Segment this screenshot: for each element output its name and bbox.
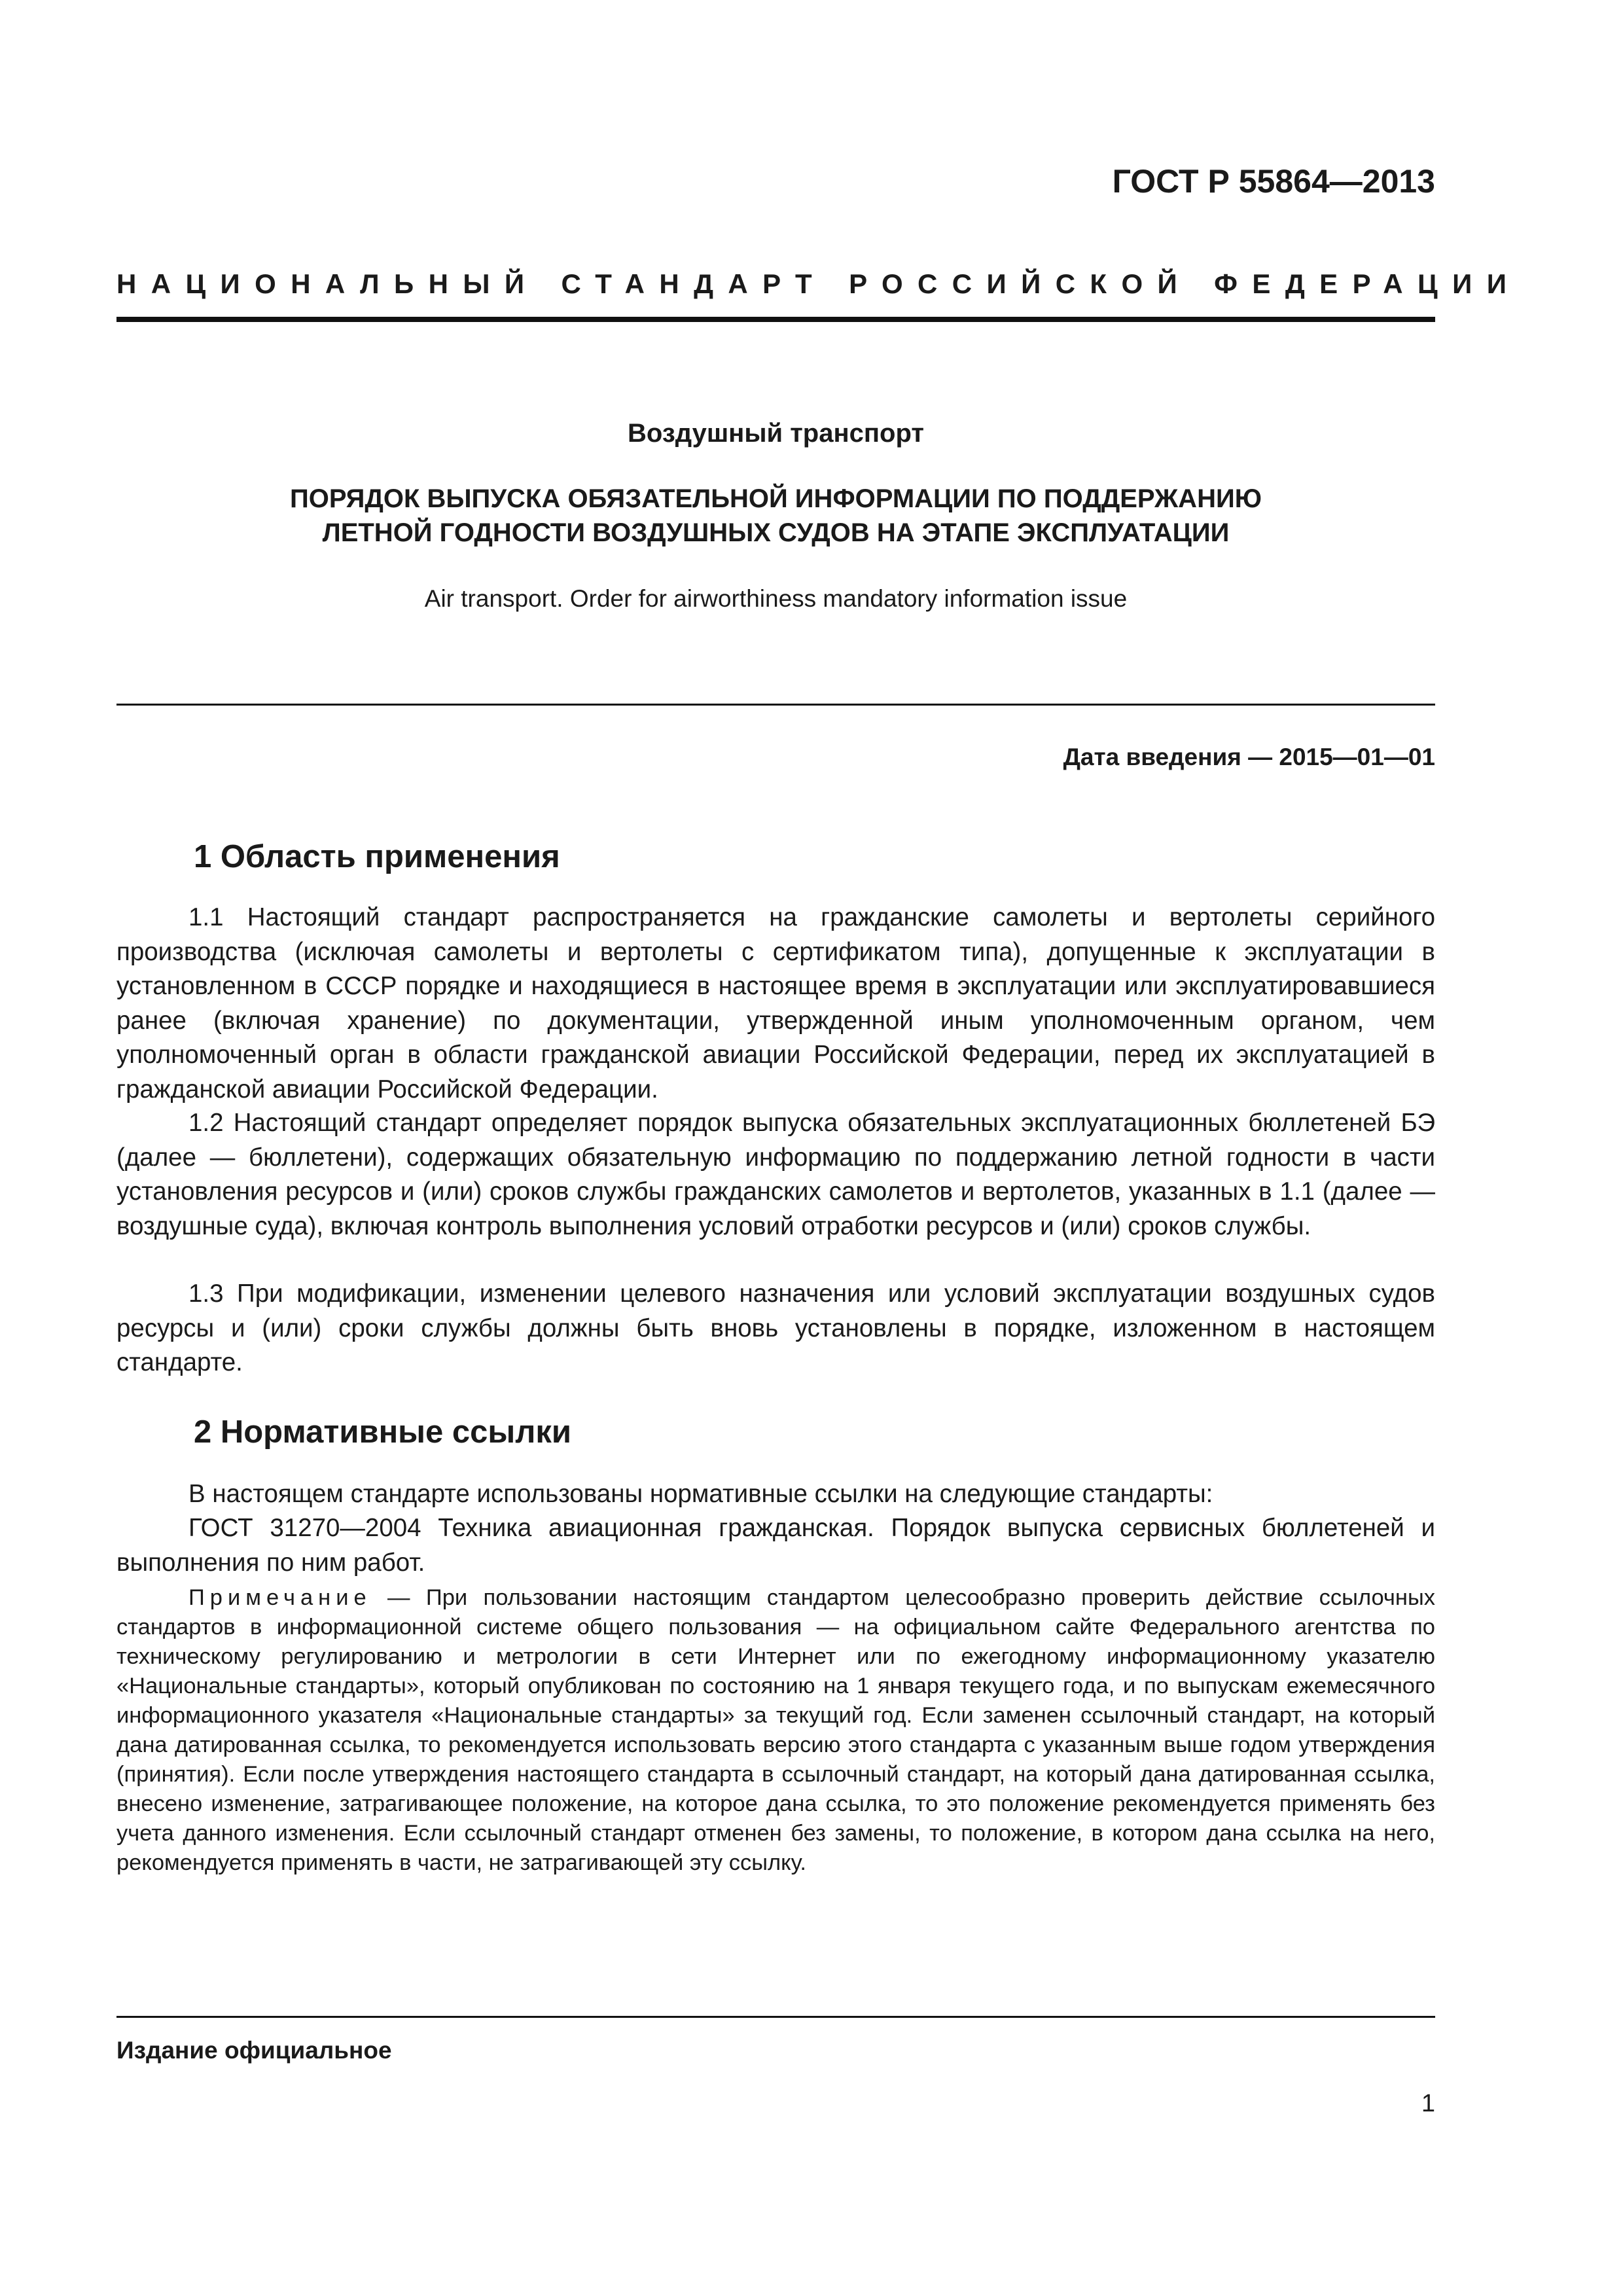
introduction-date: Дата введения — 2015—01—01 xyxy=(1063,744,1435,770)
edition-label: Издание официальное xyxy=(116,2037,392,2064)
title-line-2: ЛЕТНОЙ ГОДНОСТИ ВОЗДУШНЫХ СУДОВ НА ЭТАПЕ ЭКСПЛУАТАЦИИ xyxy=(322,518,1230,547)
note-text: — При пользовании настоящим стандартом целесообразно проверить действие ссылочных стандартов в информационной системе общего пользования — на официальном сайте Федерального агентства по техническому регулированию и метрологии в сети Интернет или по ежегодному информационному указателю «Национальные стандарты», который опубликован по состоянию на 1 января текущего года, и по выпускам ежемесячного информационного указателя «Национальные стандарты» за текущий год. Если заменен ссылочный стандарт, на который дана датированная ссылка, то рекомендуется использовать версию этого стандарта с указанным выше годом утверждения (принятия). Если после утверждения настоящего стандарта в ссылочный стандарт, на который дана датированная ссылка, внесено изменение, затрагивающее положение, на которое дана ссылка, то это положение рекомендуется применять без учета данного изменения. Если ссылочный стандарт отменен без замены, то положение, в котором дана ссылка на него, рекомендуется применять в части, не затрагивающей эту ссылку. xyxy=(116,1585,1435,1875)
title-line-1: ПОРЯДОК ВЫПУСКА ОБЯЗАТЕЛЬНОЙ ИНФОРМАЦИИ ПО ПОДДЕРЖАНИЮ xyxy=(290,484,1262,513)
note-block xyxy=(116,1583,1435,1878)
note-label: Примечание xyxy=(188,1585,372,1610)
header-rule xyxy=(116,317,1435,322)
document-title-english: Air transport. Order for airworthiness mandatory information issue xyxy=(424,585,1128,612)
paragraph-1-3: 1.3 При модификации, изменении целевого назначения или условий эксплуатации воздушных судов ресурсы и (или) сроки службы должны быть вновь установлены в порядке, изложенном в настоящем стандарте. xyxy=(116,1280,1435,1376)
section-2-heading: 2 Нормативные ссылки xyxy=(194,1414,571,1450)
title-rule xyxy=(116,704,1435,706)
paragraph-2-reference: ГОСТ 31270—2004 Техника авиационная гражданская. Порядок выпуска сервисных бюллетеней и выполнения по ним работ. xyxy=(116,1514,1435,1577)
document-subject: Воздушный транспорт xyxy=(628,419,924,448)
national-standard-banner: НАЦИОНАЛЬНЫЙ СТАНДАРТ РОССИЙСКОЙ ФЕДЕРАЦИИ xyxy=(116,268,1522,299)
footer-rule xyxy=(116,2016,1435,2018)
paragraph-1-1: 1.1 Настоящий стандарт распространяется на гражданские самолеты и вертолеты серийного производства (исключая самолеты и вертолеты с сертификатом типа), допущенные к эксплуатации в установленном в СССР порядке и находящиеся в настоящее время в эксплуатации или эксплуатировавшиеся ранее (включая хранение) по документации, утвержденной иным уполномоченным органом, чем уполномоченный орган в области гражданской авиации Российской Федерации, перед их эксплуатацией в гражданской авиации Российской Федерации. xyxy=(116,903,1435,1103)
paragraph-2-intro: В настоящем стандарте использованы нормативные ссылки на следующие стандарты: xyxy=(188,1480,1213,1508)
document-title xyxy=(116,482,1435,550)
section-1-heading: 1 Область применения xyxy=(194,839,560,874)
page-number: 1 xyxy=(1421,2090,1435,2117)
paragraph-1-2: 1.2 Настоящий стандарт определяет порядок выпуска обязательных эксплуатационных бюллетеней БЭ (далее — бюллетени), содержащих обязательную информацию по поддержанию летной годности в части установления ресурсов и (или) сроков службы гражданских самолетов и вертолетов, указанных в 1.1 (далее — воздушные суда), включая контроль выполнения условий отработки ресурсов и (или) сроков службы. xyxy=(116,1109,1435,1240)
standard-code: ГОСТ Р 55864—2013 xyxy=(1112,163,1435,200)
